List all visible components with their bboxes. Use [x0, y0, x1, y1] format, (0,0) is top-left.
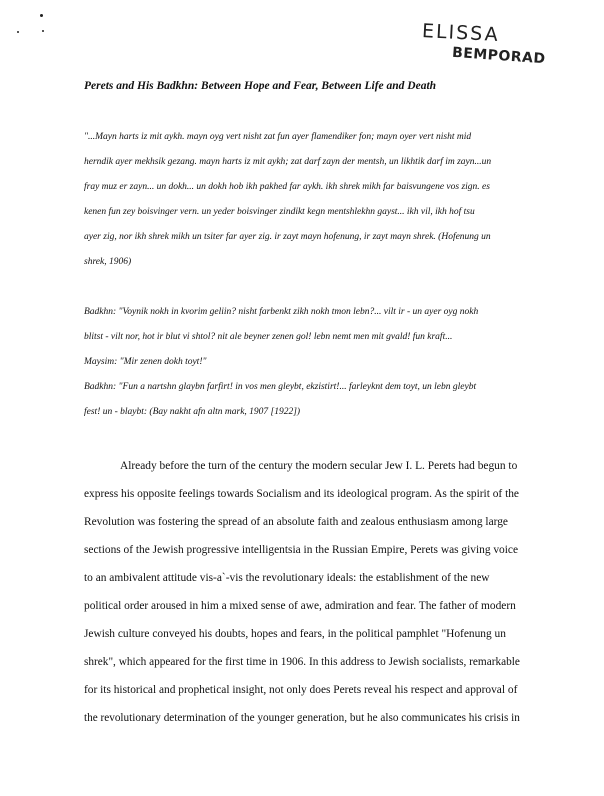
epigraph-2-line: fest! un - blaybt: (Bay nakht afn altn mark, 1907 [1922]) [84, 407, 301, 417]
body-line: the revolutionary determination of the younger generation, but he also communicates his crisis in [84, 712, 520, 724]
body-line: political order aroused in him a mixed sense of awe, admiration and fear. The father of modern [84, 600, 516, 612]
epigraph-1-line: kenen fun zey boisvinger vern. un yeder boisvinger zindikt kegn mentshlekhn gayst... ikh vil, ikh hof tsu [84, 207, 475, 217]
body-line: Revolution was fostering the spread of an absolute faith and zealous enthusiasm among large [84, 516, 508, 528]
epigraph-2-line: Maysim: "Mir zenen dokh toyt!" [84, 357, 207, 367]
epigraph-1-line: shrek, 1906) [84, 257, 132, 267]
body-line: to an ambivalent attitude vis-a`-vis the revolutionary ideals: the establishment of the new [84, 572, 490, 584]
body-line: for its historical and prophetical insight, not only does Perets reveal his respect and approval of [84, 684, 518, 696]
epigraph-1-line: fray muz er zayn... un dokh... un dokh hob ikh pakhed far aykh. ikh shrek mikh far baisvungene vos zign. es [84, 182, 490, 192]
epigraph-1-line: herndik ayer mekhsik gezang. mayn harts iz mit aykh; zat darf zayn der mentsh, un likhtik darf im zayn...un [84, 157, 492, 167]
epigraph-2-line: Badkhn: "Voynik nokh in kvorim geliin? nisht farbenkt zikh nokh tmon lebn?... vilt ir - un ayer oyg nokh [84, 307, 479, 317]
body-line: sections of the Jewish progressive intelligentsia in the Russian Empire, Perets was giving voice [84, 544, 519, 556]
page-title: Perets and His Badkhn: Between Hope and Fear, Between Life and Death [84, 80, 437, 92]
epigraph-2-line: blitst - vilt nor, hot ir blut vi shtol? nit ale beyner zenen gol! lebn nemt men mit gvald! fun kraft... [84, 332, 453, 342]
epigraph-2-line: Badkhn: "Fun a nartshn glaybn farfirt! in vos men gleybt, ekzistirt!... farleyknt dem toyt, un lebn gleybt [84, 382, 477, 392]
handwritten-name-last: BEMPORAD [451, 44, 547, 68]
body-line: shrek", which appeared for the first time in 1906. In this address to Jewish socialists, remarkable [84, 656, 520, 668]
body-line: Jewish culture conveyed his doubts, hopes and fears, in the political pamphlet "Hofenung un [84, 628, 506, 640]
epigraph-1-line: "...Mayn harts iz mit aykh. mayn oyg vert nisht zat fun ayer flamendiker fon; mayn oyer vert nisht mid [84, 132, 472, 142]
epigraph-1-line: ayer zig, nor ikh shrek mikh un tsiter far ayer zig. ir zayt mayn hofenung, ir zayt mayn shrek. (Hofenung un [84, 232, 491, 242]
body-line: express his opposite feelings towards Socialism and its ideological program. As the spirit of the [84, 488, 519, 500]
body-line: Already before the turn of the century the modern secular Jew I. L. Perets had begun to [120, 460, 518, 472]
handwritten-name-first: ELISSA [421, 19, 501, 47]
